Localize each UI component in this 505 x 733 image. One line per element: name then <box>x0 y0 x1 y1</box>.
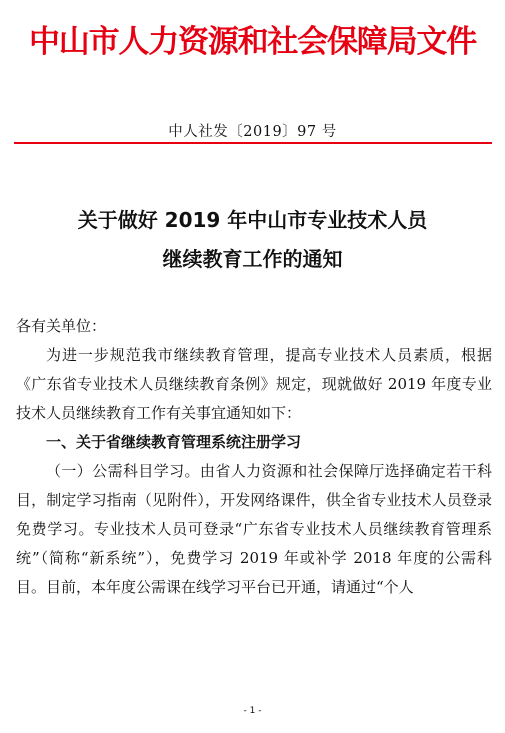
document-number: 中人社发〔2019〕97 号 <box>168 124 337 140</box>
public-courses-paragraph: （一）公需科目学习。由省人力资源和社会保障厅选择确定若干科目，制定学习指南（见附件），开发网络课件，供全省专业技术人员登录免费学习。专业技术人员可登录“广东省专业技术人员继续教育管理系统”（简称“新系统”），免费学习 2019 年或补学 2018 年度的公需科目。目前，本年度公需课在线学习平台已开通，请通过“个人 <box>16 462 492 596</box>
page-number: - 1 - <box>243 706 262 716</box>
notice-title-line-1: 关于做好 2019 年中山市专业技术人员 <box>77 208 428 232</box>
intro-paragraph: 为进一步规范我市继续教育管理，提高专业技术人员素质，根据《广东省专业技术人员继续教育条例》规定，现就做好 2019 年度专业技术人员继续教育工作有关事宜通知如下： <box>16 346 492 422</box>
section-heading: 一、关于省继续教育管理系统注册学习 <box>46 433 302 451</box>
salutation: 各有关单位： <box>16 317 107 335</box>
issuing-authority-header: 中山市人力资源和社会保障局文件 <box>29 24 476 60</box>
red-divider-line <box>14 142 492 144</box>
notice-title-line-2: 继续教育工作的通知 <box>162 247 343 271</box>
notice-body <box>16 312 492 602</box>
